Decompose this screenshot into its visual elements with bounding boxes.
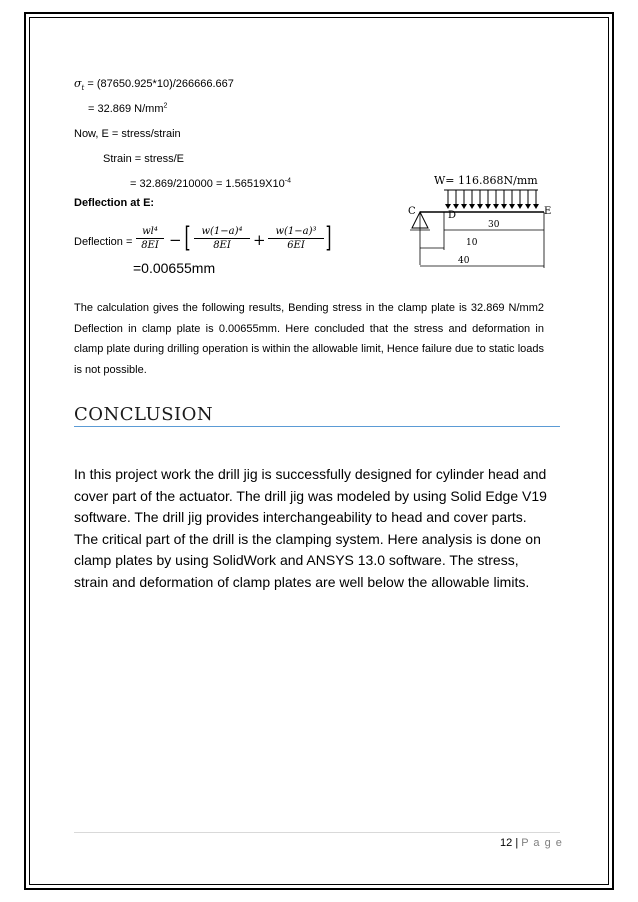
stress-unit-exponent: 2 — [163, 102, 168, 110]
strain-result: = 32.869/210000 = 1.56519X10 — [130, 178, 285, 190]
deflection-term-3 — [268, 226, 324, 251]
deflection-term-1 — [136, 226, 164, 251]
strain-result-line — [130, 178, 291, 190]
dimension-40-label: 40 — [458, 256, 470, 266]
dimension-10-label: 10 — [466, 238, 478, 248]
dimension-30-label: 30 — [488, 220, 500, 230]
term-1-denominator: 8EI — [141, 240, 159, 251]
sigma-subscript: t — [81, 84, 85, 93]
distributed-load-arrows — [444, 190, 538, 206]
sigma-symbol: σ — [74, 77, 82, 90]
heading-underline — [74, 426, 560, 427]
load-label: W= 116.868N/mm — [434, 174, 538, 187]
strain-exponent: -4 — [284, 177, 291, 185]
footer-separator: | — [515, 837, 519, 849]
beam-load-diagram — [404, 170, 574, 280]
deflection-label: Deflection = — [74, 236, 133, 248]
stress-formula-line — [74, 77, 234, 92]
page-footer — [500, 837, 563, 849]
right-bracket: ] — [325, 221, 332, 254]
plus-sign: + — [253, 231, 266, 249]
term-2-numerator: w(1−a)⁴ — [201, 226, 243, 237]
results-summary-paragraph: The calculation gives the following results, Bending stress in the clamp plate is 32.869 N/mm2 Deflection in clamp plate is 0.00655mm. Here concluded that the stress and deformation in clamp plate during drilling operation is within the allowable limit, Hence failure due to static loads is not possible. — [74, 302, 544, 376]
stress-formula: = (87650.925*10)/266666.667 — [87, 78, 234, 90]
page-border-inner — [29, 17, 609, 885]
point-d-label: D — [448, 210, 457, 221]
point-c-label: C — [408, 206, 416, 217]
term-3-numerator: w(1−a)³ — [275, 226, 317, 237]
page-number: 12 — [500, 837, 513, 849]
minus-sign: − — [169, 231, 182, 249]
strain-formula-line: Strain = stress/E — [103, 153, 185, 165]
conclusion-heading: CONCLUSION — [74, 404, 214, 425]
page-label: P a g e — [521, 837, 563, 849]
deflection-heading: Deflection at E: — [74, 197, 155, 209]
deflection-term-2 — [194, 226, 250, 251]
footer-divider — [74, 832, 560, 833]
conclusion-paragraph: In this project work the drill jig is successfully designed for cylinder head and cover part of the actuator. The drill jig was modeled by using Solid Edge V19 software. The drill jig provides interchangeability to head and cover parts. The critical part of the drill is the clamping system. Here analysis is done on clamp plates by using SolidWork and ANSYS 13.0 software. The stress, strain and deformation of clamp plates are well below the allowable limits. — [74, 466, 547, 590]
deflection-result: =0.00655mm — [133, 260, 216, 276]
stress-result-line — [88, 103, 167, 115]
term-1-numerator: wl⁴ — [142, 226, 158, 237]
stress-result: = 32.869 N/mm — [88, 103, 164, 115]
left-bracket: [ — [184, 221, 191, 254]
modulus-line: Now, E = stress/strain — [74, 128, 181, 140]
term-2-denominator: 8EI — [213, 240, 231, 251]
term-3-denominator: 6EI — [287, 240, 305, 251]
point-e-label: E — [544, 206, 552, 217]
